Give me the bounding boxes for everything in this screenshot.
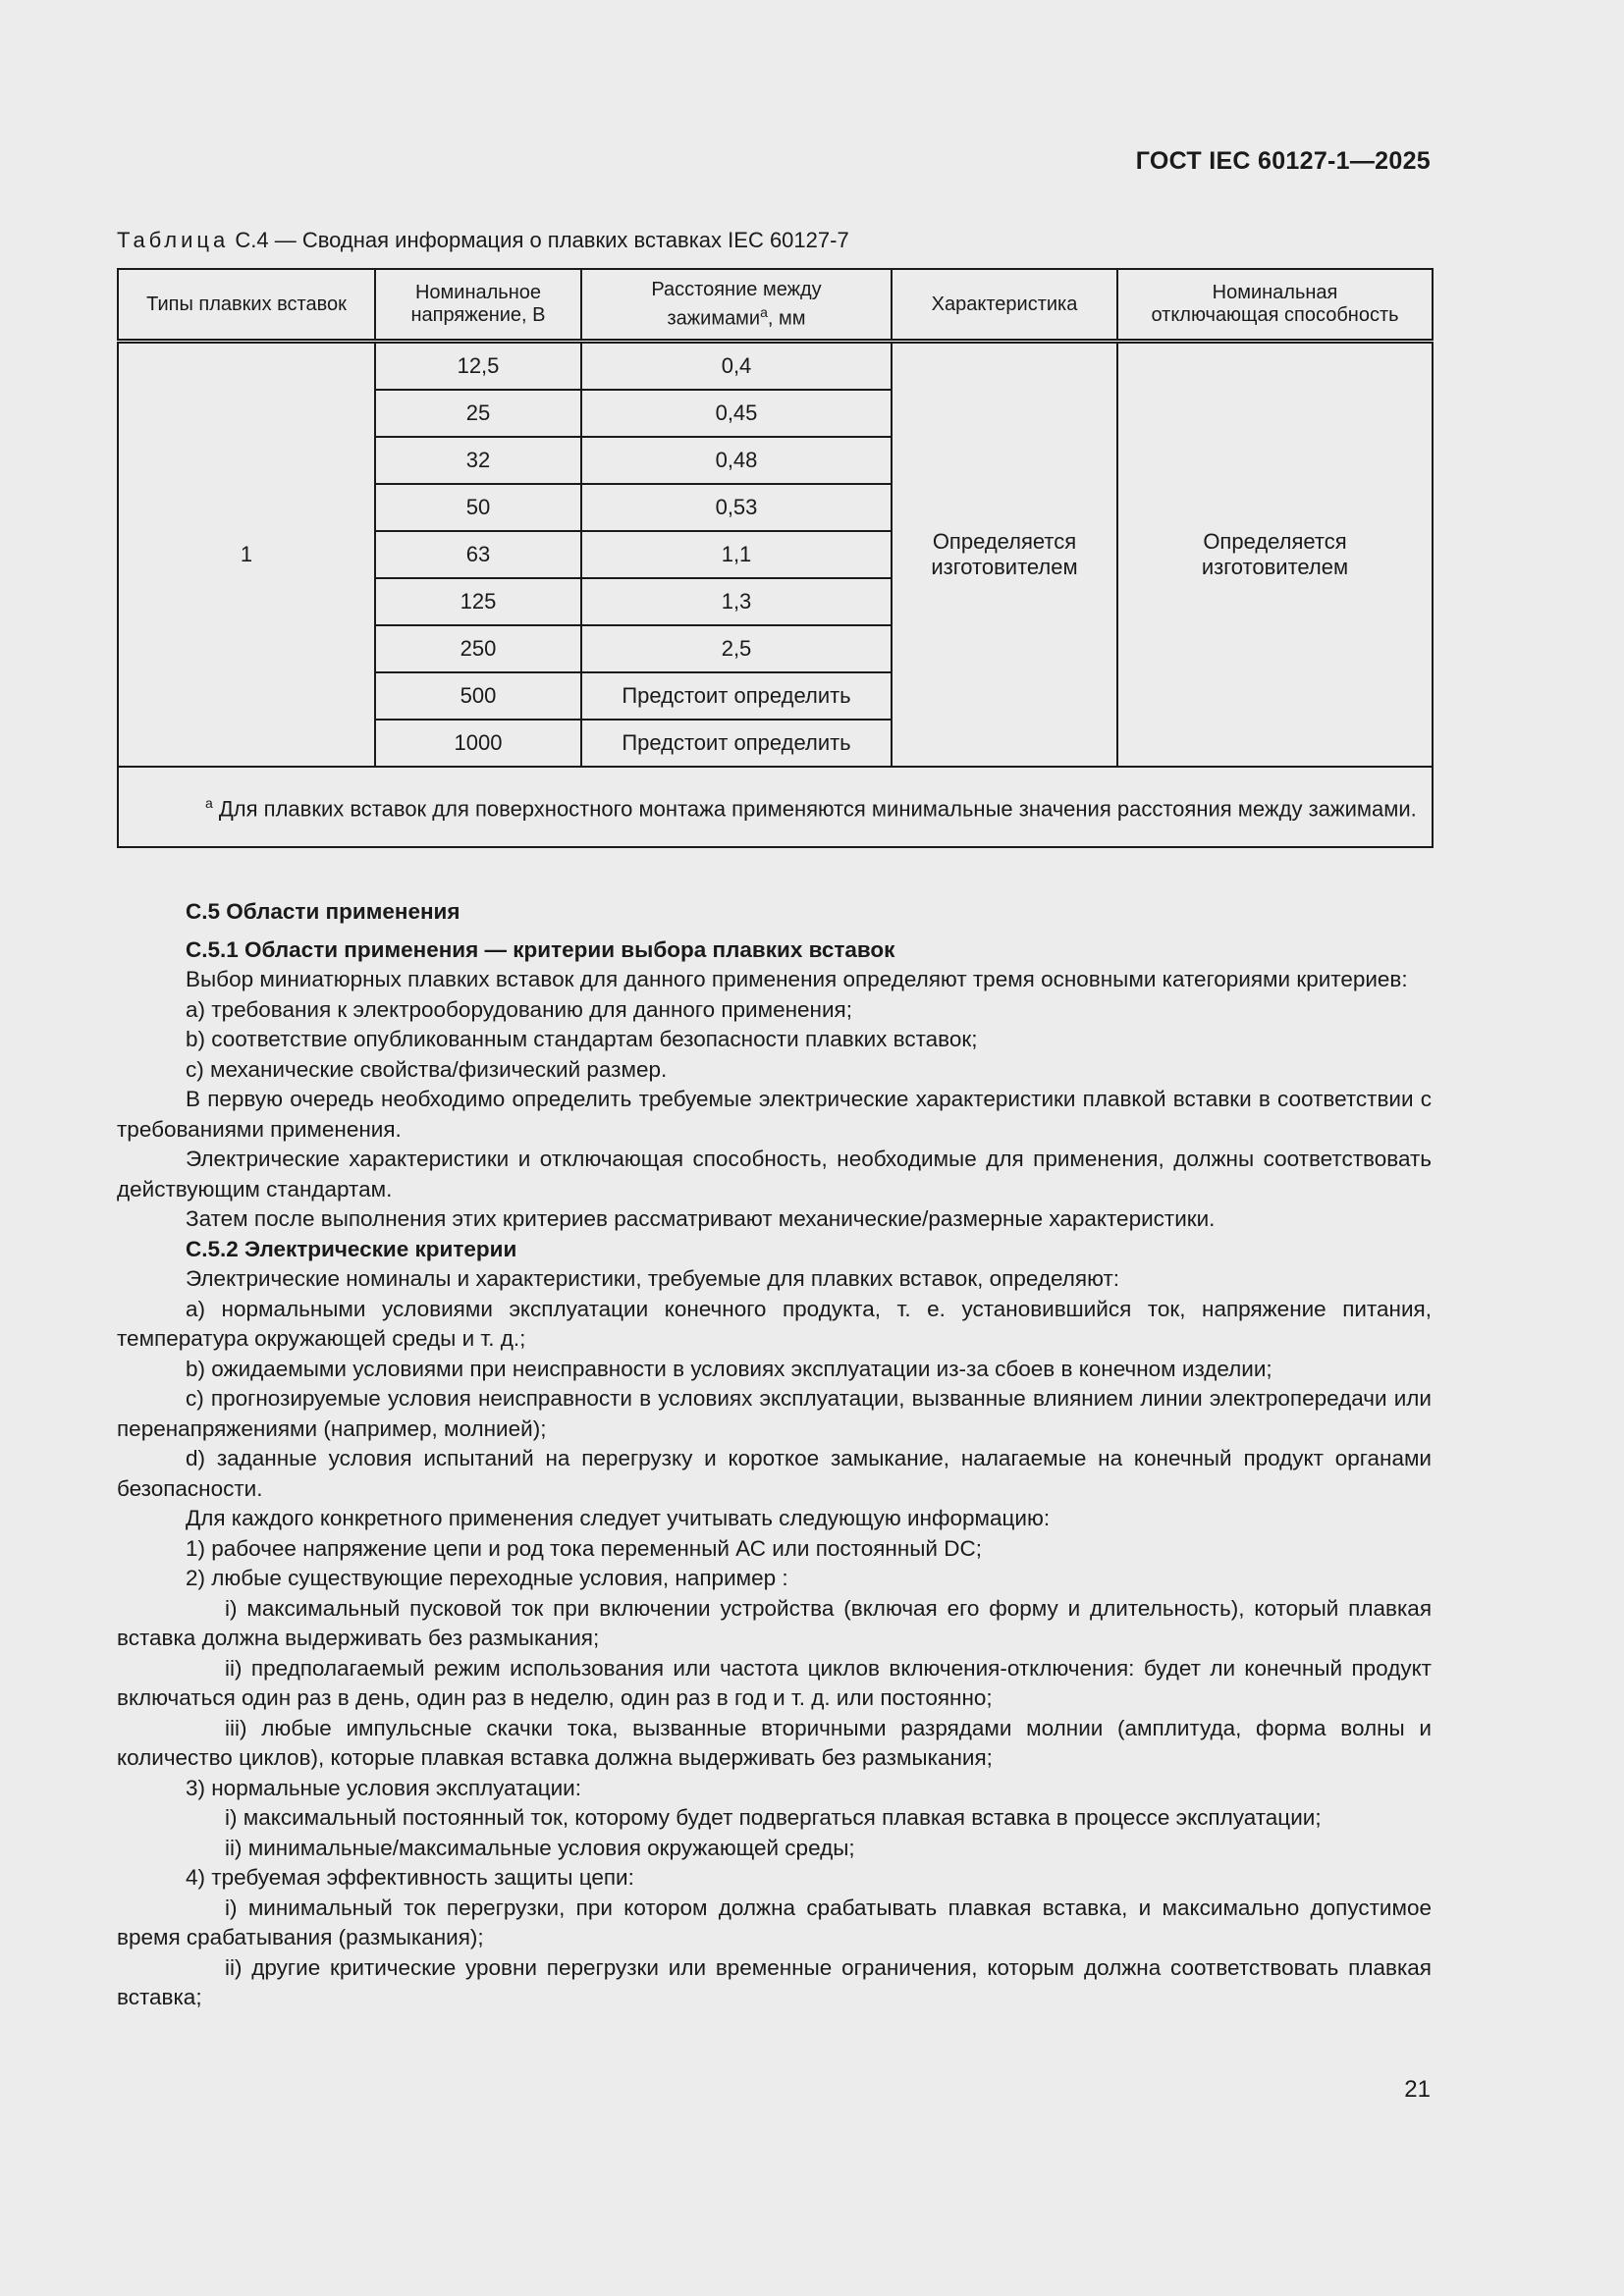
footnote-mark: a: [205, 794, 213, 811]
header-voltage-line2: напряжение, В: [410, 304, 546, 326]
cell-characteristic: [892, 342, 1117, 768]
list-item: a) нормальными условиями эксплуатации конечного продукта, т. е. установившийся ток, напряжение питания, температура окружающей среды и т. д.;: [117, 1296, 1432, 1351]
header-fuse-type: Типы плавких вставок: [118, 269, 375, 342]
paragraph: В первую очередь необходимо определить требуемые электрические характеристики плавкой вставки в соответствии с требованиями применения.: [117, 1087, 1432, 1142]
header-terminal-distance: [581, 269, 892, 342]
cell-distance: 1,1: [581, 531, 892, 578]
header-capacity-line2: отключающая способность: [1151, 304, 1399, 326]
list-item: b) соответствие опубликованным стандартам безопасности плавких вставок;: [186, 1027, 978, 1051]
footnote-text: Для плавких вставок для поверхностного монтажа применяются минимальные значения расстояния между зажимами.: [212, 796, 1417, 822]
list-item: a) требования к электрооборудованию для данного применения;: [186, 996, 852, 1022]
cell-voltage: 25: [375, 390, 581, 437]
sub-list-item: i) максимальный постоянный ток, которому будет подвергаться плавкая вставка в процессе эксплуатации;: [225, 1805, 1322, 1830]
table-caption: [117, 228, 849, 253]
page-number: 21: [1404, 2076, 1431, 2103]
capacity-line2: изготовителем: [1201, 555, 1349, 579]
header-capacity-line1: Номинальная: [1212, 282, 1338, 303]
cell-voltage: 63: [375, 531, 581, 578]
sub-list-item: ii) предполагаемый режим использования или частота циклов включения-отключения: будет ли конечный продукт включаться один раз в день, один раз в неделю, один раз в год и т. д. или постоянно;: [117, 1655, 1432, 1710]
paragraph: Для каждого конкретного применения следует учитывать следующую информацию:: [186, 1506, 1051, 1530]
table-footnote: [118, 767, 1433, 847]
header-distance-unit: , мм: [767, 307, 806, 330]
cell-voltage: 12,5: [375, 342, 581, 391]
table-caption-prefix: Таблица: [117, 228, 230, 252]
section-heading-c5: С.5 Области применения: [186, 899, 460, 924]
list-item: d) заданные условия испытаний на перегрузку и короткое замыкание, налагаемые на конечный продукт органами безопасности.: [117, 1446, 1432, 1501]
table-caption-text: С.4 — Сводная информация о плавких вставках IEC 60127-7: [235, 228, 849, 252]
header-distance-line2: зажимами: [667, 307, 761, 330]
cell-distance: 0,53: [581, 484, 892, 531]
list-item: 3) нормальные условия эксплуатации:: [186, 1775, 582, 1800]
header-rated-voltage: [375, 269, 581, 342]
table-header-row: [118, 269, 1433, 342]
paragraph: Электрические номиналы и характеристики, требуемые для плавких вставок, определяют:: [186, 1266, 1120, 1291]
cell-voltage: 1000: [375, 720, 581, 767]
header-characteristic: Характеристика: [892, 269, 1117, 342]
header-voltage-line1: Номинальное: [414, 282, 542, 303]
table-footnote-row: [118, 767, 1433, 847]
footnote-indent: [133, 796, 205, 821]
fuse-summary-table: [117, 268, 1434, 848]
list-item: 2) любые существующие переходные условия, например :: [186, 1566, 788, 1590]
list-item: 1) рабочее напряжение цепи и род тока переменный АС или постоянный DC;: [186, 1535, 982, 1561]
header-distance-line1: Расстояние между: [651, 278, 822, 300]
cell-distance: 2,5: [581, 625, 892, 672]
header-distance-footnote-mark: a: [760, 303, 768, 320]
sub-list-item: i) максимальный пусковой ток при включении устройства (включая его форму и длительность), который плавкая вставка должна выдерживать без размыкания;: [117, 1595, 1432, 1650]
cell-distance: 0,48: [581, 437, 892, 484]
document-code-header: ГОСТ IEC 60127-1—2025: [1135, 147, 1431, 175]
cell-distance: 0,45: [581, 390, 892, 437]
cell-distance: Предстоит определить: [581, 672, 892, 720]
sub-list-item: ii) минимальные/максимальные условия окружающей среды;: [225, 1835, 855, 1860]
section-heading-c5-2: С.5.2 Электрические критерии: [186, 1236, 517, 1261]
paragraph: Затем после выполнения этих критериев рассматривают механические/размерные характеристики.: [186, 1206, 1216, 1231]
list-item: 4) требуемая эффективность защиты цепи:: [186, 1865, 634, 1890]
paragraph: Выбор миниатюрных плавких вставок для данного применения определяют тремя основными категориями критериев:: [186, 967, 1408, 991]
cell-breaking-capacity: [1117, 342, 1433, 768]
paragraph: Электрические характеристики и отключающая способность, необходимые для применения, должны соответствовать действующим стандартам.: [117, 1147, 1432, 1201]
cell-voltage: 125: [375, 578, 581, 625]
sub-list-item: ii) другие критические уровни перегрузки или временные ограничения, которым должна соответствовать плавкая вставка;: [117, 1954, 1432, 2009]
sub-list-item: i) минимальный ток перегрузки, при котором должна срабатывать плавкая вставка, и максимально допустимое время срабатывания (размыкания);: [117, 1895, 1432, 1949]
cell-fuse-type: 1: [118, 342, 375, 768]
capacity-line1: Определяется: [1203, 529, 1347, 554]
cell-voltage: 250: [375, 625, 581, 672]
cell-distance: 1,3: [581, 578, 892, 625]
cell-distance: 0,4: [581, 342, 892, 391]
characteristic-line1: Определяется: [932, 529, 1077, 554]
list-item: b) ожидаемыми условиями при неисправности в условиях эксплуатации из-за сбоев в конечном изделии;: [186, 1356, 1272, 1381]
sub-list-item: iii) любые импульсные скачки тока, вызванные вторичными разрядами молнии (амплитуда, форма волны и количество циклов), которые плавкая вставка должна выдерживать без размыкания;: [117, 1715, 1432, 1770]
characteristic-line2: изготовителем: [931, 555, 1078, 579]
header-breaking-capacity: [1117, 269, 1433, 342]
body-text: [117, 897, 1432, 2013]
cell-voltage: 500: [375, 672, 581, 720]
cell-distance: Предстоит определить: [581, 720, 892, 767]
list-item: c) механические свойства/физический размер.: [186, 1056, 668, 1082]
cell-voltage: 32: [375, 437, 581, 484]
table-row: [118, 342, 1433, 391]
section-heading-c5-1: С.5.1 Области применения — критерии выбора плавких вставок: [186, 936, 895, 962]
list-item: c) прогнозируемые условия неисправности в условиях эксплуатации, вызванные влиянием линии электропередачи или перенапряжениями (например, молнией);: [117, 1386, 1432, 1441]
cell-voltage: 50: [375, 484, 581, 531]
